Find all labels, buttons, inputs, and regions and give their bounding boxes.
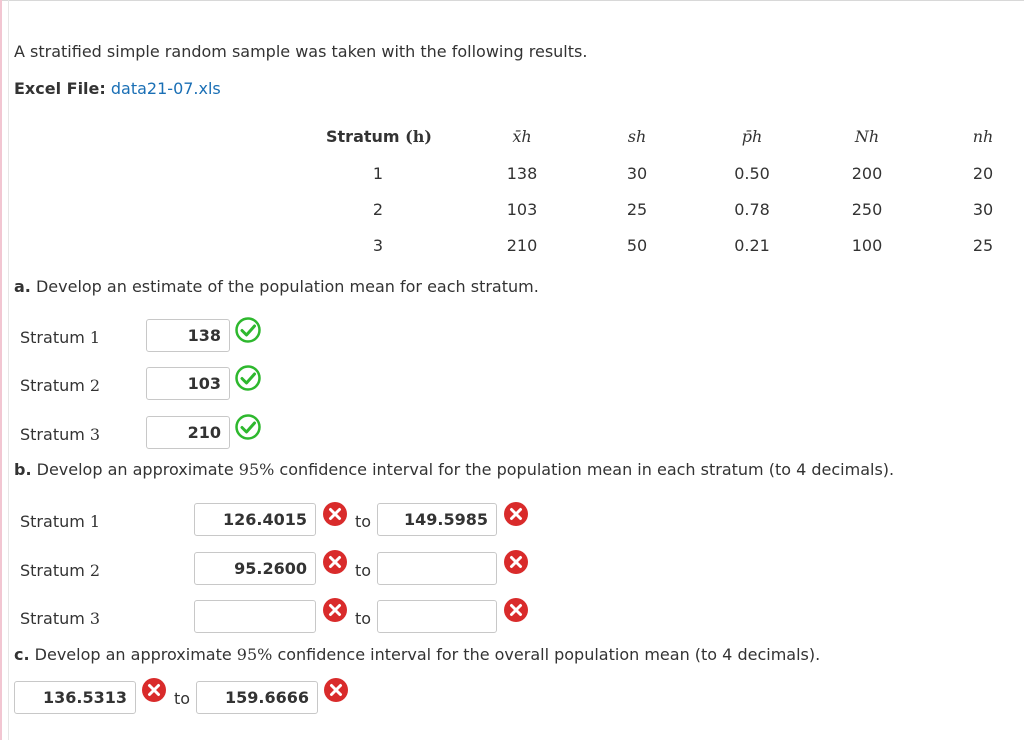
header-s: sh [627, 127, 647, 146]
header-stratum-symbol: (h) [405, 127, 432, 146]
check-correct-icon [235, 365, 261, 391]
table-cell: 250 [851, 200, 883, 219]
to-label: to [355, 609, 372, 628]
part-b-row-1-label: Stratum 1 [20, 512, 101, 531]
stratum-1-ci-upper-input[interactable]: 149.5985 [377, 503, 497, 536]
header-stratum-word: Stratum [326, 127, 400, 146]
table-cell: 103 [506, 200, 538, 219]
overall-ci-upper-input[interactable]: 159.6666 [196, 681, 318, 714]
part-b-letter: b. [14, 460, 32, 479]
header-xbar: x̄h [512, 127, 532, 146]
table-cell: 200 [851, 164, 883, 183]
stratum-1-mean-input[interactable]: 138 [146, 319, 230, 352]
part-b-row-3-label: Stratum 3 [20, 609, 101, 628]
x-incorrect-icon [322, 597, 348, 623]
excel-file-link[interactable]: data21-07.xls [110, 79, 221, 98]
stratum-1-ci-lower-input[interactable]: 126.4015 [194, 503, 316, 536]
header-pbar: p̄h [741, 127, 763, 146]
part-c-question: c. Develop an approximate 95% confidence interval for the overall population mean (to 4 decimals). [14, 645, 821, 664]
table-cell: 3 [372, 236, 384, 255]
table-cell: 50 [626, 236, 648, 255]
part-a-text: Develop an estimate of the population mean for each stratum. [35, 277, 539, 296]
table-cell: 20 [972, 164, 994, 183]
check-correct-icon [235, 414, 261, 440]
to-label: to [174, 689, 191, 708]
table-cell: 30 [626, 164, 648, 183]
x-incorrect-icon [322, 549, 348, 575]
check-correct-icon [235, 317, 261, 343]
part-a-row-2-label: Stratum 2 [20, 376, 101, 395]
table-cell: 0.21 [734, 236, 770, 255]
part-a-row-1-label: Stratum 1 [20, 328, 101, 347]
stratum-3-mean-input[interactable]: 210 [146, 416, 230, 449]
excel-file-line [14, 79, 221, 98]
to-label: to [355, 512, 372, 531]
overall-ci-lower-input[interactable]: 136.5313 [14, 681, 136, 714]
header-N: Nh [854, 127, 880, 146]
excel-file-label: Excel File: [14, 79, 106, 98]
table-cell: 1 [372, 164, 384, 183]
part-b-row-2-label: Stratum 2 [20, 561, 101, 580]
stratum-2-mean-input[interactable]: 103 [146, 367, 230, 400]
stratum-2-ci-upper-input[interactable] [377, 552, 497, 585]
part-a-letter: a. [14, 277, 31, 296]
table-cell: 30 [972, 200, 994, 219]
x-incorrect-icon [503, 549, 529, 575]
stratum-2-ci-lower-input[interactable]: 95.2600 [194, 552, 316, 585]
left-divider [8, 0, 9, 740]
header-stratum [326, 127, 432, 146]
header-n: nh [972, 127, 994, 146]
top-border [0, 0, 1024, 1]
table-cell: 0.78 [734, 200, 770, 219]
stratum-3-ci-lower-input[interactable] [194, 600, 316, 633]
left-accent-bar [0, 0, 2, 740]
part-a-question [14, 277, 539, 296]
x-incorrect-icon [322, 501, 348, 527]
x-incorrect-icon [323, 677, 349, 703]
x-incorrect-icon [503, 501, 529, 527]
intro-text: A stratified simple random sample was taken with the following results. [14, 42, 588, 61]
table-cell: 100 [851, 236, 883, 255]
part-a-row-3-label: Stratum 3 [20, 425, 101, 444]
table-cell: 25 [626, 200, 648, 219]
table-cell: 2 [372, 200, 384, 219]
table-cell: 25 [972, 236, 994, 255]
table-cell: 0.50 [734, 164, 770, 183]
to-label: to [355, 561, 372, 580]
stratum-3-ci-upper-input[interactable] [377, 600, 497, 633]
x-incorrect-icon [141, 677, 167, 703]
part-c-letter: c. [14, 645, 30, 664]
x-incorrect-icon [503, 597, 529, 623]
table-cell: 210 [506, 236, 538, 255]
table-cell: 138 [506, 164, 538, 183]
part-b-question: b. Develop an approximate 95% confidence interval for the population mean in each stratum (to 4 decimals). [14, 460, 895, 479]
